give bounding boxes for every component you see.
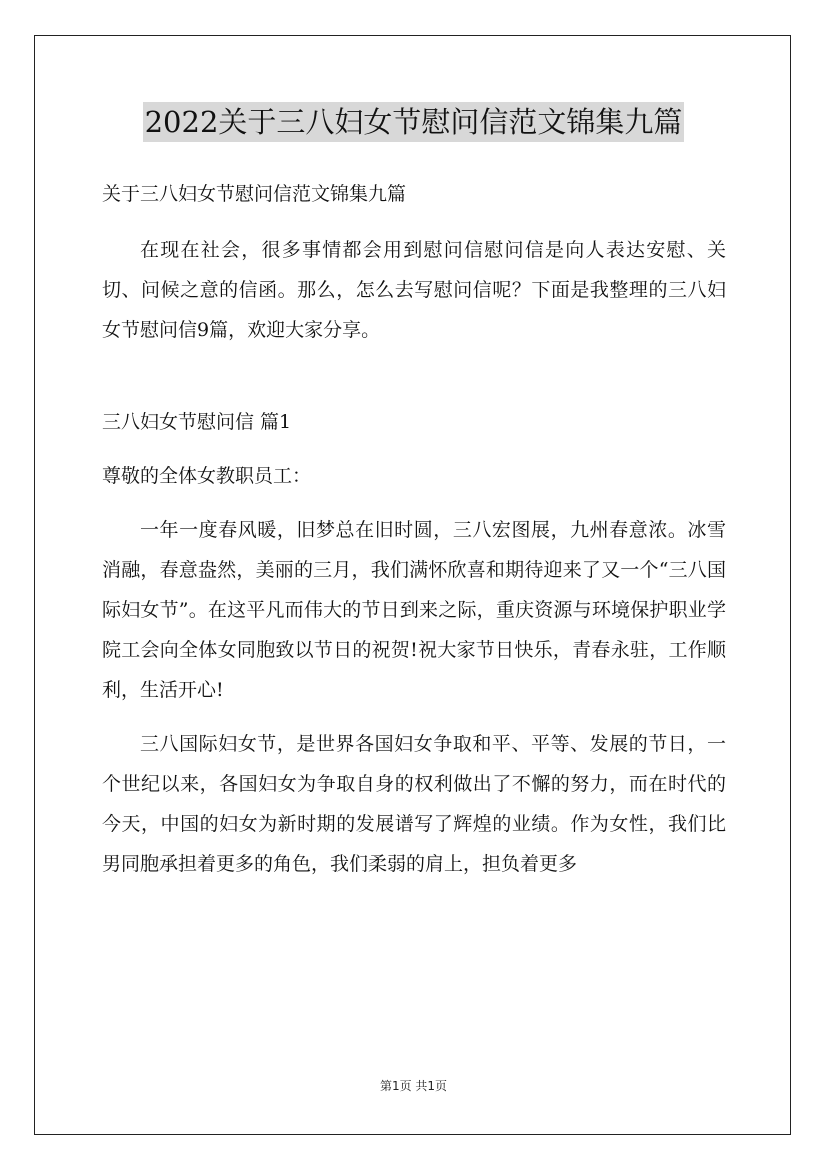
body-paragraph-2: 三八国际妇女节，是世界各国妇女争取和平、平等、发展的节日，一个世纪以来，各国妇女为争取自身的权利做出了不懈的努力，而在时代的今天，中国的妇女为新时期的发展谱写了辉煌的业绩。作为女性，我们比男同胞承担着更多的角色，我们柔弱的肩上，担负着更多 <box>102 733 726 875</box>
subtitle: 关于三八妇女节慰问信范文锦集九篇 <box>102 183 407 205</box>
body-paragraph-1: 一年一度春风暖，旧梦总在旧时圆，三八宏图展，九州春意浓。冰雪消融，春意盎然，美丽的三月，我们满怀欣喜和期待迎来了又一个“三八国际妇女节”。在这平凡而伟大的节日到来之际，重庆资源与环境保护职业学院工会向全体女同胞致以节日的祝贺!祝大家节日快乐，青春永驻，工作顺利，生活开心! <box>102 519 726 701</box>
intro-paragraph: 在现在社会，很多事情都会用到慰问信慰问信是向人表达安慰、关切、问候之意的信函。那么，怎么去写慰问信呢？下面是我整理的三八妇女节慰问信9篇，欢迎大家分享。 <box>102 239 726 341</box>
document-title: 2022关于三八妇女节慰问信范文锦集九篇 <box>143 102 685 142</box>
page-frame <box>34 35 791 1135</box>
salutation: 尊敬的全体女教职员工： <box>102 465 312 487</box>
section-heading: 三八妇女节慰问信 篇1 <box>102 411 292 433</box>
document-body <box>102 174 726 884</box>
page-footer: 第1页 共1页 <box>379 1079 448 1093</box>
title-wrap <box>35 102 792 142</box>
